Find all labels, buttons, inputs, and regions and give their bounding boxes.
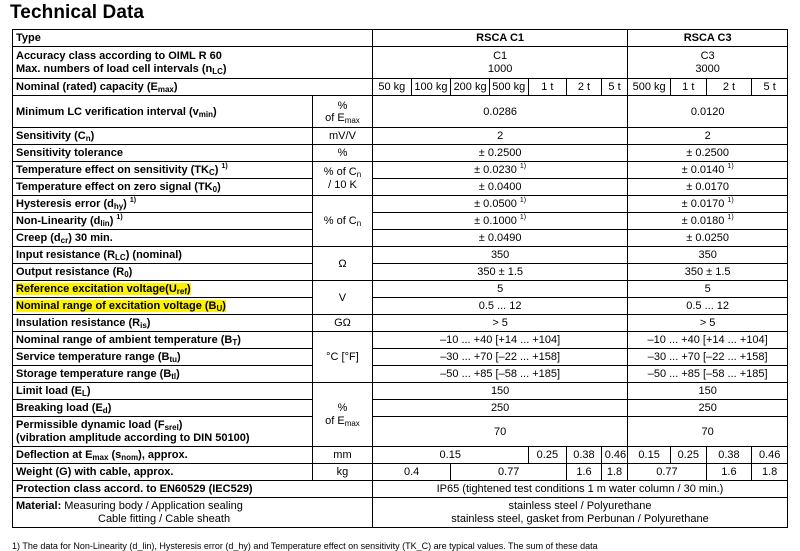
table-row bbox=[13, 383, 788, 400]
accuracy-label bbox=[13, 47, 373, 79]
c1-creep: ± 0.0490 bbox=[372, 230, 627, 247]
unit-of-emax: of $E_{max}$ bbox=[325, 111, 360, 125]
c1-excitation-range: 0.5 ... 12 bbox=[372, 298, 627, 315]
unit-percent: % bbox=[337, 99, 348, 112]
c1-weight-c: 1.6 bbox=[567, 464, 602, 481]
lin-unit: % of $C_n$ bbox=[312, 196, 372, 247]
material-value-line2: stainless steel, gasket from Perbunan / Polyurethane bbox=[451, 512, 709, 525]
c1-tk0: ± 0.0400 bbox=[372, 179, 627, 196]
c3-accuracy bbox=[628, 47, 788, 79]
c3-tkc: ± 0.0140 $^{1)}$ bbox=[628, 162, 788, 179]
c3-deflection-a: 0.15 bbox=[628, 447, 671, 464]
tk-unit-line1: % of $C_n$ bbox=[323, 165, 362, 179]
breaking-load-label: Breaking load $(E_d)$ bbox=[13, 400, 313, 417]
c1-intervals: 1000 bbox=[487, 62, 513, 75]
ambient-temp-label: Nominal range of ambient temperature $(B_T)$ bbox=[13, 332, 313, 349]
table-row bbox=[13, 213, 788, 230]
ref-excitation-label bbox=[13, 281, 313, 298]
nonlinearity-label: Non-Linearity $(d_{lin})$ $^{1)}$ bbox=[13, 213, 313, 230]
sensitivity-label: Sensitivity $(C_n)$ bbox=[13, 128, 313, 145]
table-row bbox=[13, 400, 788, 417]
rsca-c3-header: RSCA C3 bbox=[628, 30, 788, 47]
material-label-line1: Material: Measuring body / Application sealing bbox=[16, 499, 243, 512]
c3-insulation: > 5 bbox=[628, 315, 788, 332]
table-row bbox=[13, 481, 788, 498]
c3-weight-b: 1.6 bbox=[706, 464, 752, 481]
capacity-value: 1 t bbox=[670, 79, 706, 96]
c3-accuracy-class: C3 bbox=[700, 49, 715, 62]
table-row bbox=[13, 498, 788, 528]
storage-temp-label: Storage temperature range $(B_{tl})$ bbox=[13, 366, 313, 383]
c1-accuracy bbox=[372, 47, 627, 79]
c3-intervals: 3000 bbox=[695, 62, 720, 75]
dynamic-load-line2: (vibration amplitude according to DIN 50100) bbox=[16, 431, 250, 444]
insulation-unit: GΩ bbox=[312, 315, 372, 332]
c1-insulation: > 5 bbox=[372, 315, 627, 332]
c3-nonlinearity: ± 0.0180 $^{1)}$ bbox=[628, 213, 788, 230]
table-row bbox=[13, 247, 788, 264]
table-row bbox=[13, 447, 788, 464]
c3-breaking-load: 250 bbox=[628, 400, 788, 417]
c1-ref-excitation: 5 bbox=[372, 281, 627, 298]
table-row bbox=[13, 366, 788, 383]
table-row bbox=[13, 315, 788, 332]
protection-value: IP65 (tightened test conditions 1 m water column / 30 min.) bbox=[372, 481, 787, 498]
load-unit-percent: % bbox=[337, 401, 348, 414]
dynamic-load-line1: Permissible dynamic load $(F_{srel})$ bbox=[16, 418, 183, 432]
capacity-row bbox=[13, 79, 788, 96]
c1-weight-b: 0.77 bbox=[451, 464, 567, 481]
sensitivity-unit: mV/V bbox=[312, 128, 372, 145]
table-row bbox=[13, 196, 788, 213]
capacity-value: 5 t bbox=[601, 79, 628, 96]
c3-service-temp: –30 ... +70 [–22 ... +158] bbox=[628, 349, 788, 366]
weight-unit: kg bbox=[312, 464, 372, 481]
capacity-value: 2 t bbox=[706, 79, 752, 96]
accuracy-label-line1: Accuracy class according to OIML R 60 bbox=[16, 49, 222, 62]
limit-load-label: Limit load $(E_L)$ bbox=[13, 383, 313, 400]
table-header-row bbox=[13, 30, 788, 47]
c1-input-resistance: 350 bbox=[372, 247, 627, 264]
sens-tol-label: Sensitivity tolerance bbox=[13, 145, 313, 162]
c1-breaking-load: 250 bbox=[372, 400, 627, 417]
input-resistance-label: Input resistance $(R_{LC})$ (nominal) bbox=[13, 247, 313, 264]
c3-deflection-d: 0.46 bbox=[752, 447, 788, 464]
c3-dynamic-load: 70 bbox=[628, 417, 788, 447]
deflection-unit: mm bbox=[312, 447, 372, 464]
capacity-value: 2 t bbox=[567, 79, 602, 96]
table-row bbox=[13, 281, 788, 298]
tk-unit-line2: / 10 K bbox=[328, 178, 357, 191]
c3-deflection-b: 0.25 bbox=[670, 447, 706, 464]
weight-label: Weight (G) with cable, approx. bbox=[13, 464, 313, 481]
c1-deflection-b: 0.25 bbox=[528, 447, 567, 464]
c1-vmin: 0.0286 bbox=[372, 96, 627, 128]
capacity-value: 500 kg bbox=[628, 79, 671, 96]
technical-data-table bbox=[12, 29, 788, 528]
page-title: Technical Data bbox=[10, 2, 145, 23]
c1-limit-load: 150 bbox=[372, 383, 627, 400]
c3-hysteresis: ± 0.0170 $^{1)}$ bbox=[628, 196, 788, 213]
c1-service-temp: –30 ... +70 [–22 ... +158] bbox=[372, 349, 627, 366]
c1-output-resistance: 350 ± 1.5 bbox=[372, 264, 627, 281]
sens-tol-unit: % bbox=[312, 145, 372, 162]
capacity-value: 100 kg bbox=[411, 79, 451, 96]
table-row bbox=[13, 264, 788, 281]
excitation-range-label bbox=[13, 298, 313, 315]
c1-tkc: ± 0.0230 $^{1)}$ bbox=[372, 162, 627, 179]
table-row bbox=[13, 128, 788, 145]
table-row bbox=[13, 349, 788, 366]
c3-storage-temp: –50 ... +85 [–58 ... +185] bbox=[628, 366, 788, 383]
material-value bbox=[372, 498, 787, 528]
c3-creep: ± 0.0250 bbox=[628, 230, 788, 247]
table-row bbox=[13, 230, 788, 247]
table-row bbox=[13, 47, 788, 79]
c3-tk0: ± 0.0170 bbox=[628, 179, 788, 196]
tk0-label: Temperature effect on zero signal $(TK_0)$ bbox=[13, 179, 313, 196]
tk-unit bbox=[312, 162, 372, 196]
rsca-c1-header: RSCA C1 bbox=[372, 30, 627, 47]
deflection-label: Deflection at $E_{max}$ $(s_{nom})$, approx. bbox=[13, 447, 313, 464]
c1-accuracy-class: C1 bbox=[493, 49, 508, 62]
dynamic-load-label bbox=[13, 417, 313, 447]
c3-input-resistance: 350 bbox=[628, 247, 788, 264]
temp-unit: °C [°F] bbox=[312, 332, 372, 383]
c3-output-resistance: 350 ± 1.5 bbox=[628, 264, 788, 281]
c1-nonlinearity: ± 0.1000 $^{1)}$ bbox=[372, 213, 627, 230]
c1-weight-a: 0.4 bbox=[372, 464, 450, 481]
protection-label: Protection class accord. to EN60529 (IEC529) bbox=[13, 481, 373, 498]
c3-ambient-temp: –10 ... +40 [+14 ... +104] bbox=[628, 332, 788, 349]
capacity-value: 5 t bbox=[752, 79, 788, 96]
load-unit-of-emax: of $E_{max}$ bbox=[325, 414, 360, 428]
service-temp-label: Service temperature range $(B_{tu})$ bbox=[13, 349, 313, 366]
highlight: Reference excitation $voltage(U_{ref})$ bbox=[16, 283, 191, 296]
c1-sens-tol: ± 0.2500 bbox=[372, 145, 627, 162]
c3-ref-excitation: 5 bbox=[628, 281, 788, 298]
c1-deflection-d: 0.46 bbox=[601, 447, 628, 464]
c3-excitation-range: 0.5 ... 12 bbox=[628, 298, 788, 315]
table-row bbox=[13, 96, 788, 128]
material-value-line1: stainless steel / Polyurethane bbox=[508, 499, 652, 512]
tkc-label: Temperature effect on sensitivity $(TK_C)$ $^{1)}$ bbox=[13, 162, 313, 179]
insulation-label: Insulation resistance $(R_{is})$ bbox=[13, 315, 313, 332]
output-resistance-label: Output resistance $(R_0)$ bbox=[13, 264, 313, 281]
type-header: Type bbox=[13, 30, 373, 47]
c1-hysteresis: ± 0.0500 $^{1)}$ bbox=[372, 196, 627, 213]
table-row bbox=[13, 464, 788, 481]
c1-sensitivity: 2 bbox=[372, 128, 627, 145]
c1-storage-temp: –50 ... +85 [–58 ... +185] bbox=[372, 366, 627, 383]
table-row bbox=[13, 145, 788, 162]
capacity-value: 500 kg bbox=[489, 79, 528, 96]
capacity-value: 50 kg bbox=[372, 79, 411, 96]
vmin-unit bbox=[312, 96, 372, 128]
vmin-label: Minimum LC verification interval $(v_{min})$ bbox=[13, 96, 313, 128]
highlight: Nominal range of excitation voltage $(B_U)$ bbox=[16, 300, 226, 313]
c3-deflection-c: 0.38 bbox=[706, 447, 752, 464]
c3-weight-c: 1.8 bbox=[752, 464, 788, 481]
table-row bbox=[13, 298, 788, 315]
c3-weight-a: 0.77 bbox=[628, 464, 706, 481]
c3-sens-tol: ± 0.2500 bbox=[628, 145, 788, 162]
table-row bbox=[13, 417, 788, 447]
load-unit bbox=[312, 383, 372, 447]
c1-weight-d: 1.8 bbox=[601, 464, 628, 481]
c1-dynamic-load: 70 bbox=[372, 417, 627, 447]
c3-vmin: 0.0120 bbox=[628, 96, 788, 128]
material-label bbox=[13, 498, 373, 528]
c3-limit-load: 150 bbox=[628, 383, 788, 400]
creep-label: Creep $(d_{cr})$ 30 min. bbox=[13, 230, 313, 247]
c1-deflection-a: 0.15 bbox=[372, 447, 528, 464]
c1-ambient-temp: –10 ... +40 [+14 ... +104] bbox=[372, 332, 627, 349]
accuracy-label-line2: Max. numbers of load cell intervals $(n_{LC})$ bbox=[16, 62, 227, 76]
table-row bbox=[13, 179, 788, 196]
ohm-unit: Ω bbox=[312, 247, 372, 281]
material-label-line2: Cable fitting / Cable sheath bbox=[98, 512, 231, 525]
volt-unit: V bbox=[312, 281, 372, 315]
table-row bbox=[13, 162, 788, 179]
capacity-label: Nominal (rated) capacity $(E_{max})$ bbox=[13, 79, 373, 96]
hysteresis-label: Hysteresis error $(d_{hy})$ $^{1)}$ bbox=[13, 196, 313, 213]
capacity-value: 1 t bbox=[528, 79, 567, 96]
capacity-value: 200 kg bbox=[451, 79, 490, 96]
c3-sensitivity: 2 bbox=[628, 128, 788, 145]
c1-deflection-c: 0.38 bbox=[567, 447, 602, 464]
footnote: 1) The data for Non-Linearity (d_lin), Hysteresis error (d_hy) and Temperature effect on sensitivity (TK_C) are typical values. The sum of these data bbox=[12, 541, 598, 551]
table-row bbox=[13, 332, 788, 349]
